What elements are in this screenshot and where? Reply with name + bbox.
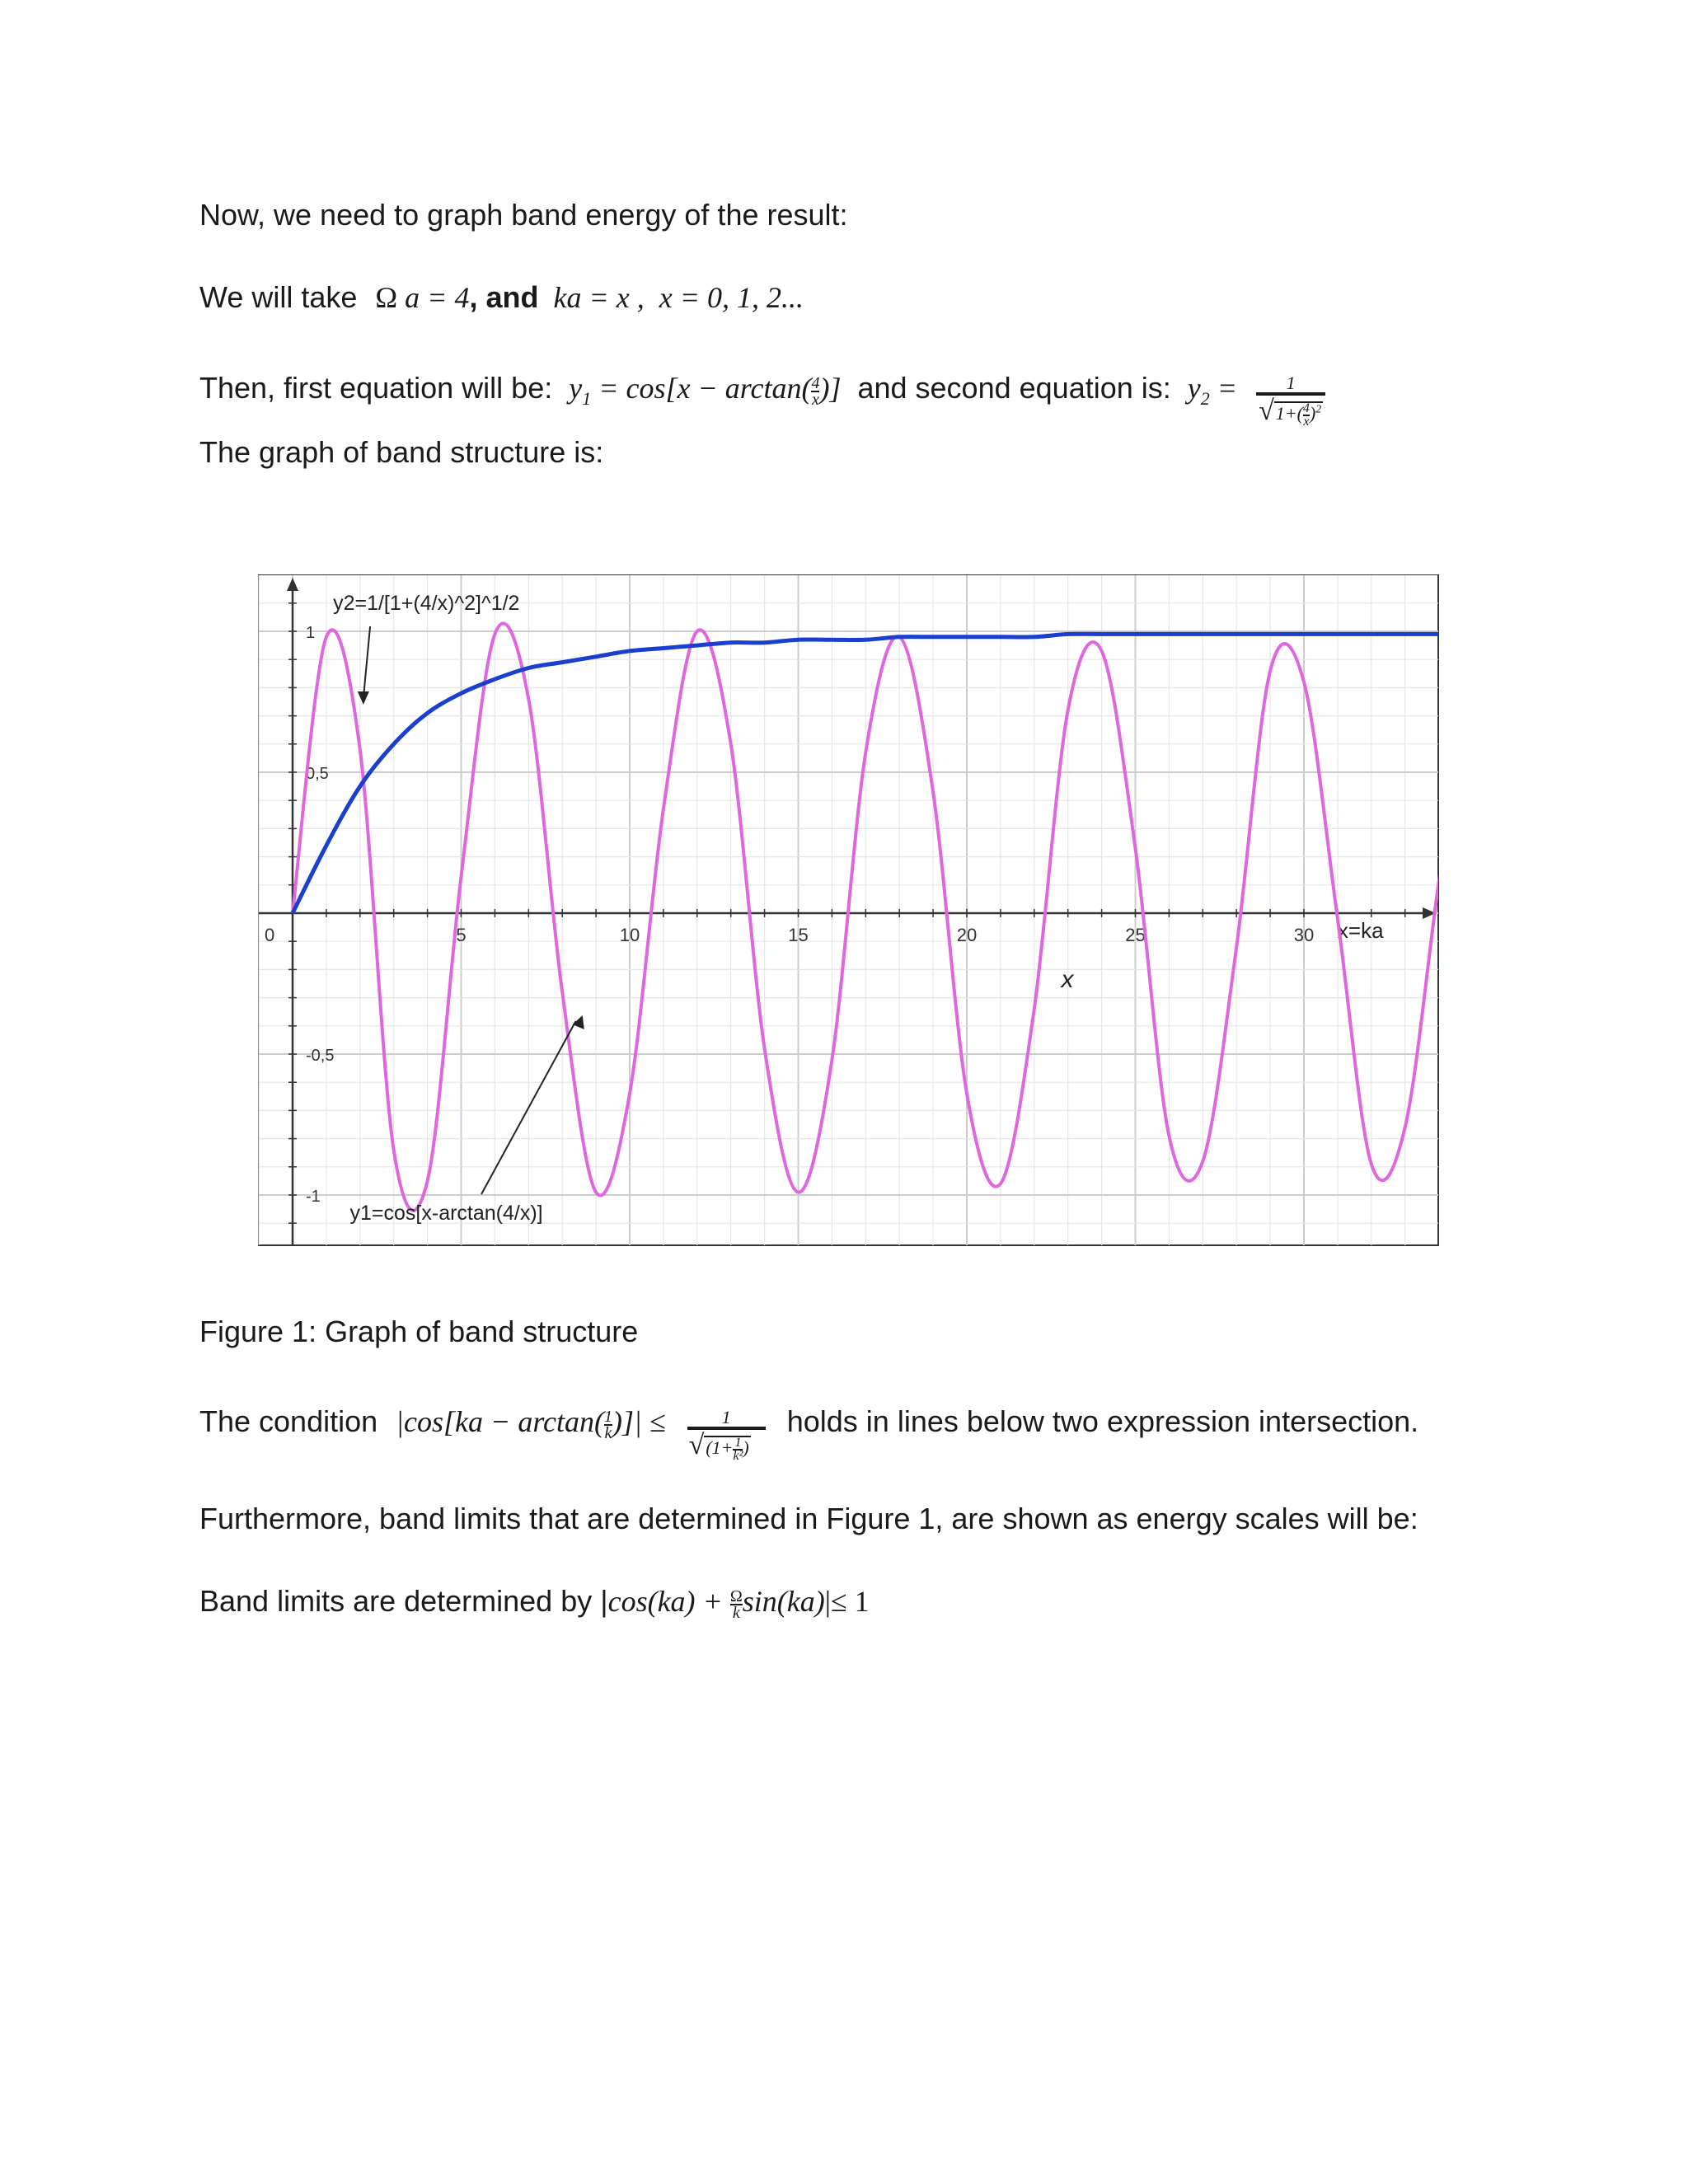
graph-intro-text: The graph of band structure is: — [199, 435, 604, 469]
condition-lead: The condition — [199, 1404, 378, 1439]
paragraph-condition — [199, 1397, 1419, 1463]
condition-expression: |cos[ka − arctan( $\frac{1}{k}$ )]| ≤ — [396, 1405, 666, 1442]
equation-y1: $y_1 = \cos[x - \arctan$( $\frac{4}{x}$ )] — [569, 371, 842, 410]
band-condition-end: |≤ 1 — [824, 1585, 870, 1618]
equation-y1-fraction: $\frac{4}{x}$ — [811, 373, 820, 409]
x-tick-label: 15 — [788, 925, 809, 945]
x-tick-label: 25 — [1125, 925, 1146, 945]
x-tick-label: 5 — [456, 925, 467, 945]
x-tick-label: 10 — [619, 925, 640, 945]
condition-rhs-fraction: 1 √(1+ $\frac{1}{\text{k²}}$ ) — [687, 1408, 766, 1462]
paragraph-band-condition — [199, 1584, 870, 1620]
figure-caption-text: Figure 1: Graph of band structure — [199, 1315, 639, 1348]
and-word: , and — [469, 280, 539, 314]
ka-equals-x: ka = x , — [553, 281, 645, 314]
y-tick-label: 0,5 — [306, 765, 329, 783]
y-tick-label: -0,5 — [306, 1047, 335, 1065]
paragraph-graph-intro — [199, 435, 603, 470]
paragraph-intro — [199, 198, 848, 232]
band-limits-text: Furthermore, band limits that are determined in Figure 1, are shown as energy scales will be: — [199, 1502, 1418, 1535]
band-condition-lead: Band limits are determined by | — [199, 1584, 608, 1618]
omega-symbol: Ω — [375, 281, 398, 314]
condition-tail: holds in lines below two expression intersection. — [786, 1404, 1419, 1439]
y-tick-label: -1 — [306, 1188, 321, 1206]
y-tick-label: 1 — [306, 624, 316, 642]
paragraph-equations — [199, 364, 1325, 429]
x-axis-label: x=ka — [1337, 918, 1384, 943]
a-equals-4: a = 4 — [405, 281, 470, 314]
band-condition-expression: cos(ka) + $\frac{\Omega}{k}$ sin(ka) — [607, 1585, 825, 1622]
equation-y2-fraction: 1 √1+( $\frac{4}{x}$ )$^2$ — [1256, 374, 1325, 428]
intro-text: Now, we need to graph band energy of the result: — [199, 198, 848, 232]
figure-caption — [199, 1315, 638, 1349]
annotation-y2-label: y2=1/[1+(4/x)^2]^1/2 — [333, 592, 520, 615]
equation-y2: $y_2$ = 1 √1+( $\frac{4}{x}$ )$^2$ — [1188, 372, 1325, 405]
paragraph-parameters — [199, 280, 804, 315]
paragraph-band-limits — [199, 1502, 1418, 1536]
x-values: x = 0, 1, 2... — [659, 281, 804, 314]
x-tick-label: 0 — [265, 925, 275, 945]
equations-mid: and second equation is: — [857, 370, 1171, 405]
parameters-lead: We will take — [199, 280, 358, 314]
band-structure-chart — [258, 574, 1439, 1246]
annotation-y1-label: y1=cos[x-arctan(4/x)] — [349, 1202, 543, 1225]
x-axis-italic-label: x — [1061, 966, 1074, 993]
x-tick-label: 20 — [956, 925, 978, 945]
equations-lead: Then, first equation will be: — [199, 370, 553, 405]
x-tick-label: 30 — [1293, 925, 1315, 945]
